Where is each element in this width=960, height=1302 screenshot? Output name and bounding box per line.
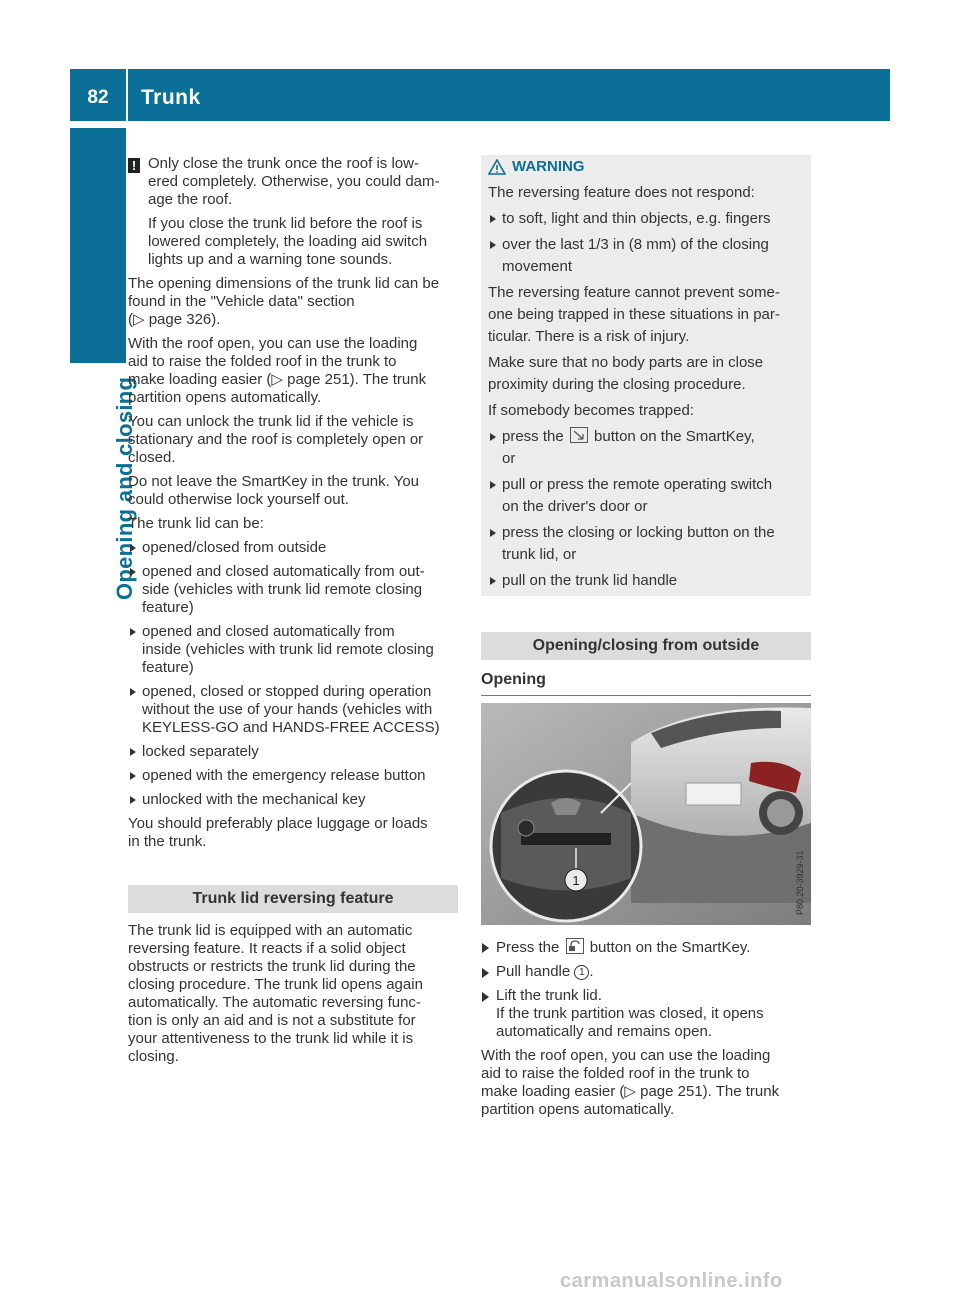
warning-content <box>488 156 806 596</box>
warning-triangle-icon <box>488 159 506 175</box>
section-heading-opening-closing: Opening/closing from outside <box>481 632 811 660</box>
list-item: opened with the emergency release button <box>128 767 460 785</box>
exclamation-icon: ! <box>128 158 140 173</box>
page-number: 82 <box>87 87 109 108</box>
warning-list-item: press the button on the SmartKey, or <box>488 426 806 470</box>
reversing-paragraph: The trunk lid is equipped with an automatic reversing feature. It reacts if a solid object obstructs or restricts the trunk lid during the closing procedure. The trunk lid opens again automatically. The automatic reversing func- tion is only an aid and is not a substitute for your attentiveness to the trunk lid while it is closing. <box>128 922 423 1065</box>
sidebar-tab <box>70 128 126 363</box>
warning-paragraph: Make sure that no body parts are in close proximity during the closing procedure. <box>488 354 764 393</box>
callout-number: 1 <box>572 873 580 888</box>
step-item: Press the button on the SmartKey. <box>481 938 811 957</box>
warning-list-item: to soft, light and thin objects, e.g. fingers <box>488 208 806 230</box>
paragraph: You should preferably place luggage or loads in the trunk. <box>128 815 428 850</box>
warning-list-item: over the last 1/3 in (8 mm) of the closing movement <box>488 234 806 278</box>
header-divider <box>126 69 128 121</box>
list-item: opened and closed automatically from out- side (vehicles with trunk lid remote closing feature) <box>128 563 460 617</box>
list-item: opened and closed automatically from inside (vehicles with trunk lid remote closing feature) <box>128 623 460 677</box>
sidebar-section-label: Opening and closing <box>112 376 137 600</box>
trunk-photo <box>481 703 811 925</box>
warning-list-item: pull or press the remote operating switch on the driver's door or <box>488 474 806 518</box>
list-item: locked separately <box>128 743 460 761</box>
paragraph: The opening dimensions of the trunk lid can be found in the "Vehicle data" section (▷ page 326). <box>128 275 440 328</box>
unlock-icon <box>566 938 584 954</box>
warning-paragraph: The reversing feature cannot prevent some- one being trapped in these situations in par- ticular. There is a risk of injury. <box>488 284 780 345</box>
page-title: Trunk <box>141 86 201 109</box>
warning-list-item: press the closing or locking button on the trunk lid, or <box>488 522 806 566</box>
paragraph: You can unlock the trunk lid if the vehicle is stationary and the roof is completely open or closed. <box>128 413 424 466</box>
note-paragraph: ! Only close the trunk once the roof is low- ered completely. Otherwise, you could dam- age the roof. <box>128 155 460 209</box>
car-rear-illustration <box>481 703 811 925</box>
step-item: Pull handle 1 . <box>481 963 811 981</box>
subheading-opening: Opening <box>481 671 811 696</box>
warning-paragraph: If somebody becomes trapped: <box>488 402 694 419</box>
list-item: opened/closed from outside <box>128 539 460 557</box>
paragraph: With the roof open, you can use the loading aid to raise the folded roof in the trunk to make loading easier (▷ page 251). The trunk partition opens automatically. <box>481 1047 780 1118</box>
left-column <box>128 155 460 857</box>
callout-number-icon: 1 <box>574 965 589 980</box>
watermark: carmanualsonline.info <box>560 1270 783 1292</box>
paragraph: Do not leave the SmartKey in the trunk. You could otherwise lock yourself out. <box>128 473 420 508</box>
step-item: Lift the trunk lid. If the trunk partition was closed, it opens automatically and remains open. <box>481 987 811 1041</box>
note-paragraph-2: If you close the trunk lid before the roof is lowered completely, the loading aid switch lights up and a warning tone sounds. <box>148 215 428 268</box>
list-item: opened, closed or stopped during operation without the use of your hands (vehicles with KEYLESS-GO and HANDS-FREE ACCESS) <box>128 683 460 737</box>
warning-list-item: pull on the trunk lid handle <box>488 570 806 592</box>
warning-intro: The reversing feature does not respond: <box>488 184 755 201</box>
close-trunk-icon <box>570 427 588 443</box>
warning-title: WARNING <box>488 156 806 178</box>
opening-steps <box>481 938 811 1125</box>
paragraph: The trunk lid can be: <box>128 515 264 532</box>
section-heading-reversing: Trunk lid reversing feature <box>128 885 458 913</box>
photo-code: P80.20-3929-31 <box>795 850 805 915</box>
paragraph: With the roof open, you can use the loading aid to raise the folded roof in the trunk to make loading easier (▷ page 251). The trunk partition opens automatically. <box>128 335 427 406</box>
list-item: unlocked with the mechanical key <box>128 791 460 809</box>
